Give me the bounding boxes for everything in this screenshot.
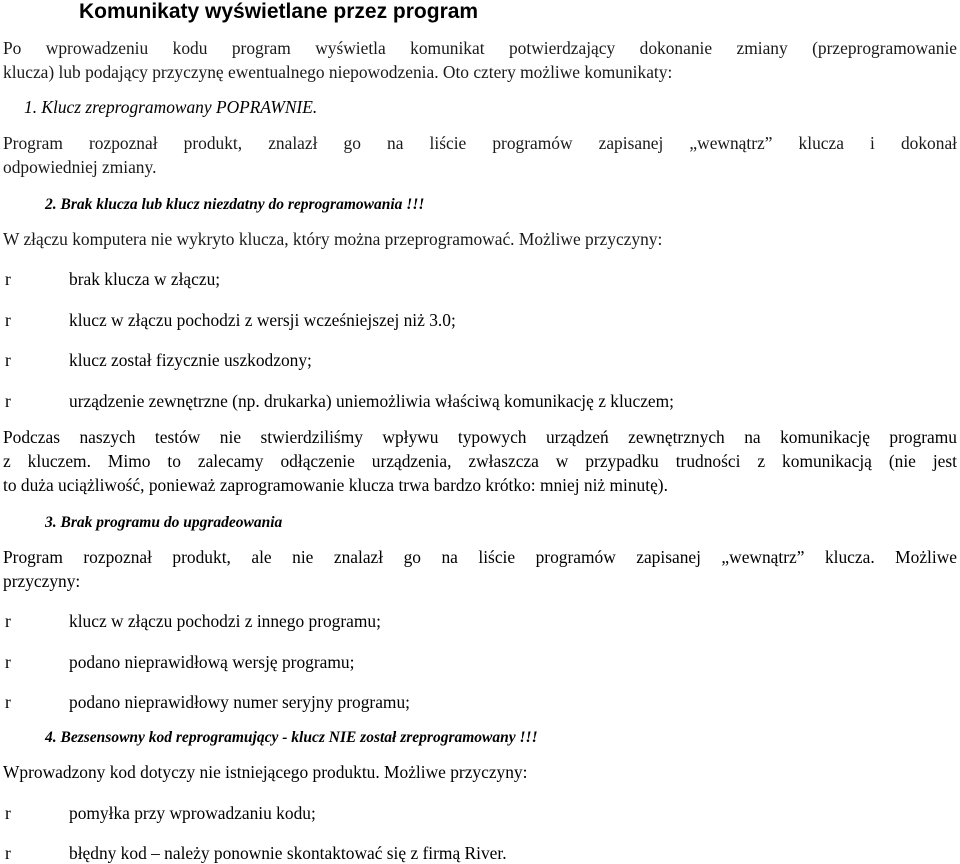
bullet-marker: r xyxy=(5,611,11,631)
list-item-text: brak klucza w złączu; xyxy=(69,269,221,289)
bullet-marker: r xyxy=(5,350,11,370)
section-3-line-2: przyczyny: xyxy=(3,571,81,591)
page-title: Komunikaty wyświetlane przez program xyxy=(79,0,479,23)
list-item-text: błędny kod – należy ponownie skontaktować się z firmą River. xyxy=(69,843,507,863)
section-2-note-line-3: to duża uciążliwość, ponieważ zaprogramowanie klucza trwa bardzo krótko: mniej niż minutę). xyxy=(3,475,668,495)
section-2-heading: 2. Brak klucza lub klucz niezdatny do reprogramowania !!! xyxy=(45,196,425,213)
bullet-marker: r xyxy=(5,391,11,411)
list-item-text: klucz w złączu pochodzi z innego programu; xyxy=(69,611,381,631)
intro-line-2: klucza) lub podający przyczynę ewentualnego niepowodzenia. Oto cztery możliwe komunikaty: xyxy=(3,62,673,82)
section-1-line-1: Program rozpoznał produkt, znalazł go na liście programów zapisanej „wewnątrz” klucza i dokonał xyxy=(3,133,957,153)
list-item-text: klucz został fizycznie uszkodzony; xyxy=(69,350,312,370)
section-4-heading: 4. Bezsensowny kod reprogramujący - klucz NIE został zreprogramowany !!! xyxy=(45,729,538,746)
section-2-intro: W złączu komputera nie wykryto klucza, który można przeprogramować. Możliwe przyczyny: xyxy=(3,229,663,249)
bullet-marker: r xyxy=(5,803,11,823)
section-2-note-line-2: z kluczem. Mimo to zalecamy odłączenie urządzenia, zwłaszcza w przypadku trudności z komunikacją (nie jest xyxy=(3,451,957,471)
bullet-marker: r xyxy=(5,310,11,330)
bullet-marker: r xyxy=(5,692,11,712)
section-1-line-2: odpowiedniej zmiany. xyxy=(3,157,157,177)
list-item-text: podano nieprawidłową wersję programu; xyxy=(69,652,355,672)
section-3-line-1: Program rozpoznał produkt, ale nie znalazł go na liście programów zapisanej „wewnątrz” klucza. Możliwe xyxy=(3,547,957,567)
section-3-heading: 3. Brak programu do upgradeowania xyxy=(45,514,283,531)
intro-line-1: Po wprowadzeniu kodu program wyświetla komunikat potwierdzający dokonanie zmiany (przeprogramowanie xyxy=(3,38,957,58)
list-item-text: klucz w złączu pochodzi z wersji wcześniejszej niż 3.0; xyxy=(69,310,456,330)
list-item-text: urządzenie zewnętrzne (np. drukarka) uniemożliwia właściwą komunikację z kluczem; xyxy=(69,391,675,411)
bullet-marker: r xyxy=(5,652,11,672)
section-1-heading: 1. Klucz zreprogramowany POPRAWNIE. xyxy=(24,97,318,117)
section-4-intro: Wprowadzony kod dotyczy nie istniejącego produktu. Możliwe przyczyny: xyxy=(3,762,528,782)
list-item-text: podano nieprawidłowy numer seryjny programu; xyxy=(69,692,410,712)
bullet-marker: r xyxy=(5,843,11,863)
bullet-marker: r xyxy=(5,269,11,289)
section-2-note-line-1: Podczas naszych testów nie stwierdziliśmy wpływu typowych urządzeń zewnętrznych na komunikację programu xyxy=(3,427,957,447)
list-item-text: pomyłka przy wprowadzaniu kodu; xyxy=(69,803,316,823)
